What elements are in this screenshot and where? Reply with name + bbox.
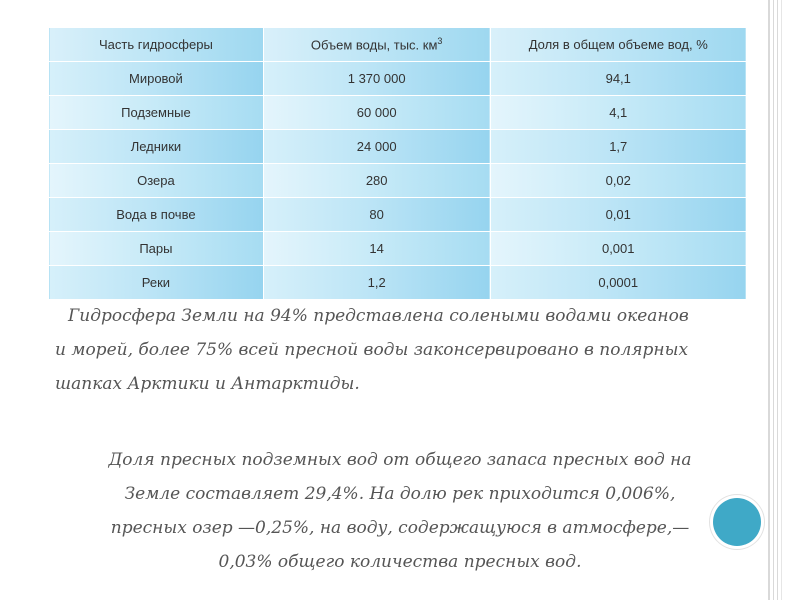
- cell-volume: 80: [263, 198, 490, 232]
- cell-part: Мировой: [49, 62, 264, 96]
- header-volume-label: Объем воды, тыс. км: [310, 37, 438, 53]
- decorative-circle: [713, 498, 761, 546]
- table-row: [49, 198, 747, 232]
- table-row: [49, 232, 747, 266]
- cell-share: 0,0001: [490, 266, 747, 300]
- header-volume-superscript: 3: [437, 36, 443, 47]
- border-stripe: [781, 0, 782, 600]
- cell-volume: 1 370 000: [263, 62, 490, 96]
- hydrosphere-table: [48, 27, 747, 300]
- cell-part: Пары: [49, 232, 264, 266]
- cell-share: 0,02: [490, 164, 747, 198]
- paragraph-fresh-water: Доля пресных подземных вод от общего запаса пресных вод на Земле составляет 29,4%. На долю рек приходится 0,006%, пресных озер —0,25%, на воду, содержащуюся в атмосфере,— 0,03% общего количества пресных вод.: [108, 450, 692, 572]
- cell-share: 0,01: [490, 198, 747, 232]
- table-row: [49, 266, 747, 300]
- cell-volume: 280: [263, 164, 490, 198]
- table-row: [49, 164, 747, 198]
- table-row: [49, 62, 747, 96]
- table-row: [49, 96, 747, 130]
- cell-part: Реки: [49, 266, 264, 300]
- cell-part: Вода в почве: [49, 198, 264, 232]
- cell-part: Ледники: [49, 130, 264, 164]
- cell-part: Озера: [49, 164, 264, 198]
- border-stripe: [768, 0, 770, 600]
- border-stripe: [777, 0, 778, 600]
- cell-volume: 1,2: [263, 266, 490, 300]
- cell-share: 4,1: [490, 96, 747, 130]
- cell-volume: 60 000: [263, 96, 490, 130]
- cell-share: 1,7: [490, 130, 747, 164]
- border-stripe: [773, 0, 774, 600]
- cell-part: Подземные: [49, 96, 264, 130]
- header-volume: [263, 28, 490, 62]
- cell-volume: 24 000: [263, 130, 490, 164]
- cell-share: 94,1: [490, 62, 747, 96]
- header-part: Часть гидросферы: [49, 28, 264, 62]
- header-share: Доля в общем объеме вод, %: [490, 28, 747, 62]
- paragraph-hydrosphere: Гидросфера Земли на 94% представлена солеными водами океанов и морей, более 75% всей пресной воды законсервировано в полярных шапках Арктики и Антарктиды.: [55, 306, 689, 394]
- cell-share: 0,001: [490, 232, 747, 266]
- table-header-row: [49, 28, 747, 62]
- cell-volume: 14: [263, 232, 490, 266]
- table-row: [49, 130, 747, 164]
